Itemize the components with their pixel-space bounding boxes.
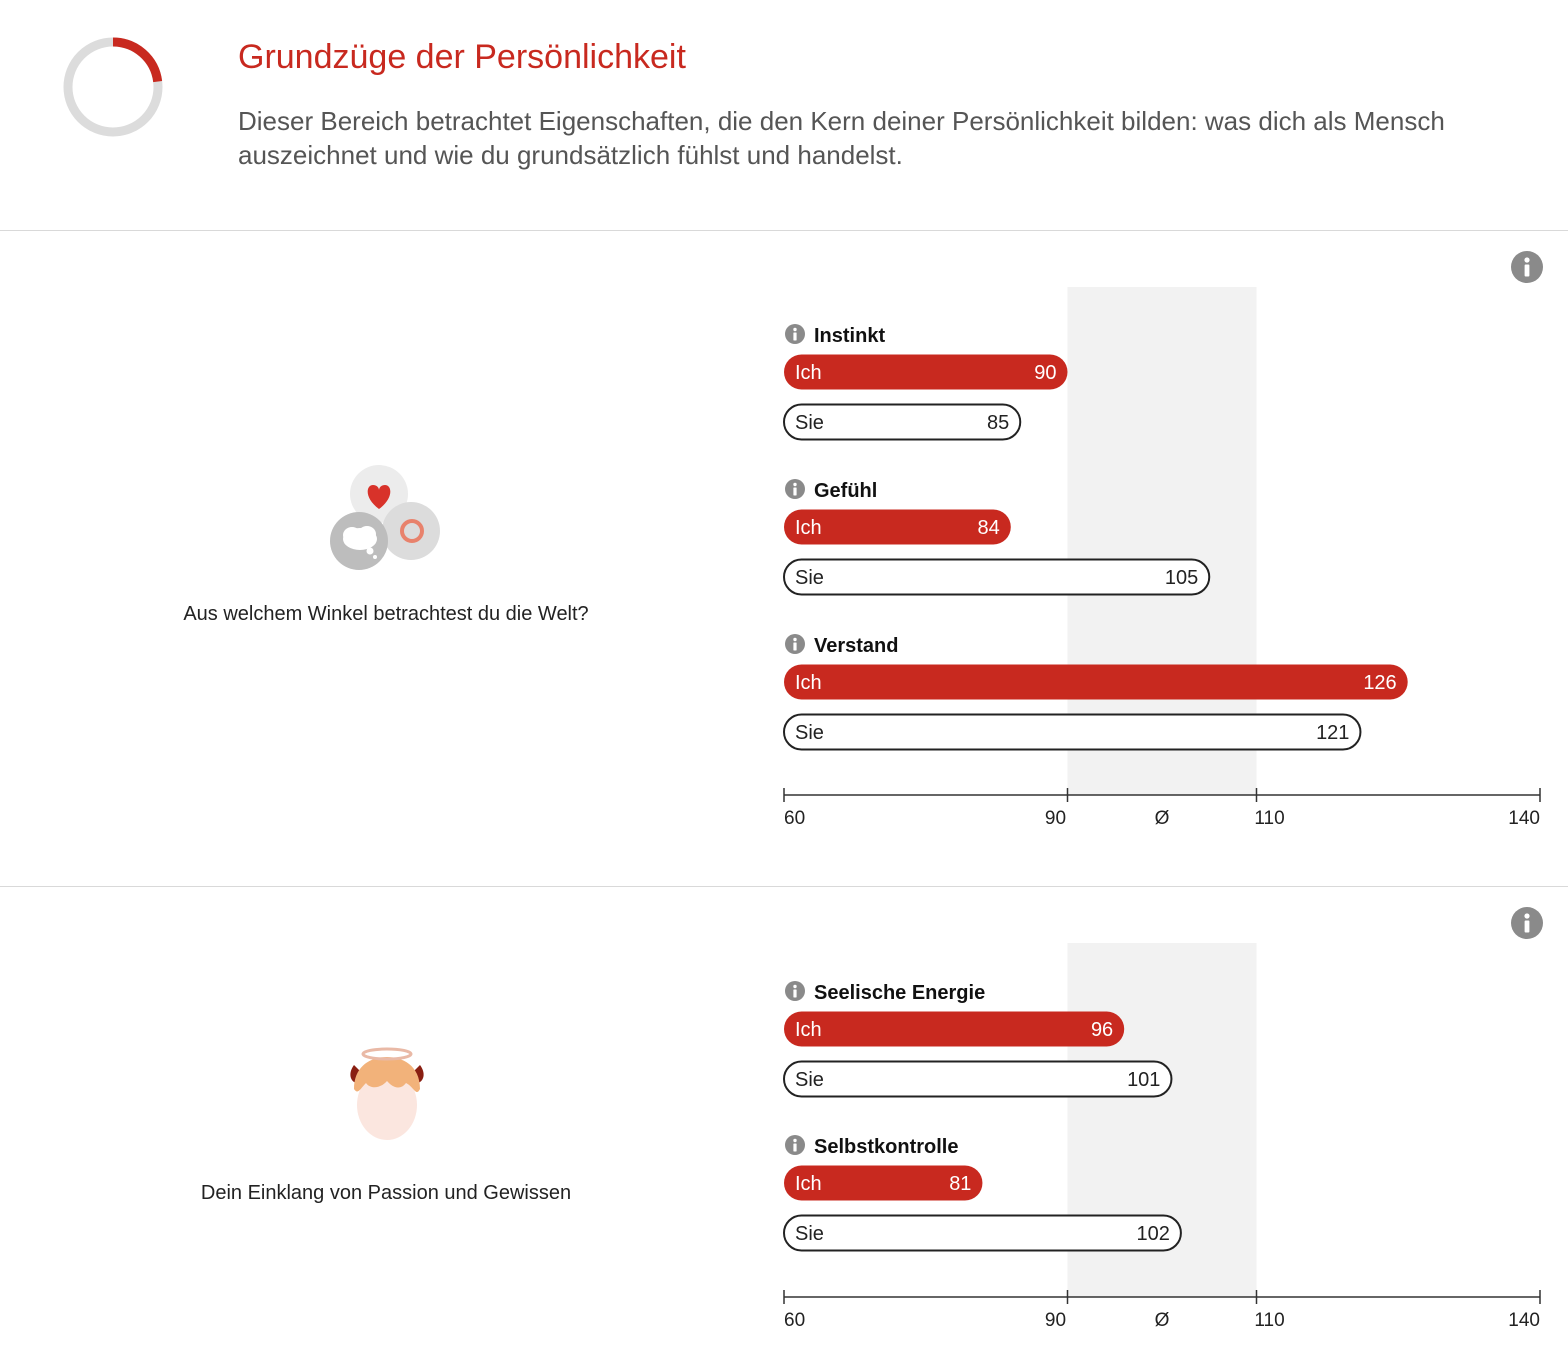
x-axis-tick-label: 140 xyxy=(1508,1310,1540,1331)
x-axis-tick-label: 110 xyxy=(1254,808,1285,829)
metric-info-icon[interactable] xyxy=(785,324,805,344)
bar-value-label: 101 xyxy=(1127,1069,1161,1091)
bar-value-label: 85 xyxy=(987,412,1010,434)
header xyxy=(0,0,1568,230)
bar-value-label: 126 xyxy=(1363,672,1397,694)
x-axis-tick-label: 90 xyxy=(1044,1310,1067,1331)
bar-chart-passion-conscience xyxy=(0,887,1568,1357)
metric-label: Instinkt xyxy=(814,325,886,347)
bar-ich xyxy=(784,355,1068,390)
bar-series-label: Ich xyxy=(795,672,822,694)
metric-label: Gefühl xyxy=(814,480,878,502)
bar-sie xyxy=(784,715,1360,750)
x-axis-tick-label: 110 xyxy=(1254,1310,1285,1331)
bar-ich xyxy=(784,1012,1124,1047)
metric-info-icon[interactable] xyxy=(785,981,805,1001)
metric-group xyxy=(784,324,1068,440)
bar-series-label: Ich xyxy=(795,1173,822,1195)
x-axis-tick-label: 90 xyxy=(1044,808,1067,829)
bar-chart-worldview xyxy=(0,231,1568,886)
bar-value-label: 90 xyxy=(1034,362,1057,384)
page-title: Grundzüge der Persönlichkeit xyxy=(238,38,686,76)
x-axis-tick-label: 60 xyxy=(784,1310,806,1331)
progress-ring-icon xyxy=(62,36,164,138)
bar-series-label: Ich xyxy=(795,1019,822,1041)
metric-info-icon[interactable] xyxy=(785,1135,805,1155)
bar-sie xyxy=(784,560,1209,595)
metric-info-icon[interactable] xyxy=(785,634,805,654)
bar-series-label: Sie xyxy=(795,1223,824,1245)
metric-label: Verstand xyxy=(814,635,899,657)
x-axis-tick-label: 140 xyxy=(1508,808,1540,829)
bar-series-label: Sie xyxy=(795,567,824,589)
bar-series-label: Sie xyxy=(795,1069,824,1091)
bar-value-label: 121 xyxy=(1316,722,1350,744)
bar-series-label: Sie xyxy=(795,722,824,744)
x-axis-tick-label: 60 xyxy=(784,808,806,829)
bar-series-label: Ich xyxy=(795,362,822,384)
section-worldview xyxy=(0,231,1568,886)
bar-value-label: 96 xyxy=(1090,1019,1114,1041)
x-axis-average-label: Ø xyxy=(1154,808,1170,829)
section-question: Dein Einklang von Passion und Gewissen xyxy=(200,1182,572,1204)
bar-value-label: 84 xyxy=(977,517,1000,539)
metric-label: Selbstkontrolle xyxy=(814,1136,959,1158)
bar-value-label: 81 xyxy=(949,1173,972,1195)
metric-info-icon[interactable] xyxy=(785,479,805,499)
bar-ich xyxy=(784,665,1408,700)
bar-series-label: Sie xyxy=(795,412,824,434)
bar-value-label: 105 xyxy=(1164,567,1199,589)
x-axis-average-label: Ø xyxy=(1154,1310,1170,1331)
page-description: Dieser Bereich betrachtet Eigenschaften, die den Kern deiner Persönlichkeit bilden: was dich als Mensch auszeichnet und wie du grundsätzlich fühlst und handelst. xyxy=(238,106,1445,170)
bar-value-label: 102 xyxy=(1136,1223,1170,1245)
bar-sie xyxy=(784,1062,1171,1097)
section-passion-conscience xyxy=(0,887,1568,1357)
bar-sie xyxy=(784,1216,1181,1251)
metric-label: Seelische Energie xyxy=(814,982,986,1004)
bar-series-label: Ich xyxy=(795,517,822,539)
section-question: Aus welchem Winkel betrachtest du die Welt? xyxy=(183,603,589,625)
